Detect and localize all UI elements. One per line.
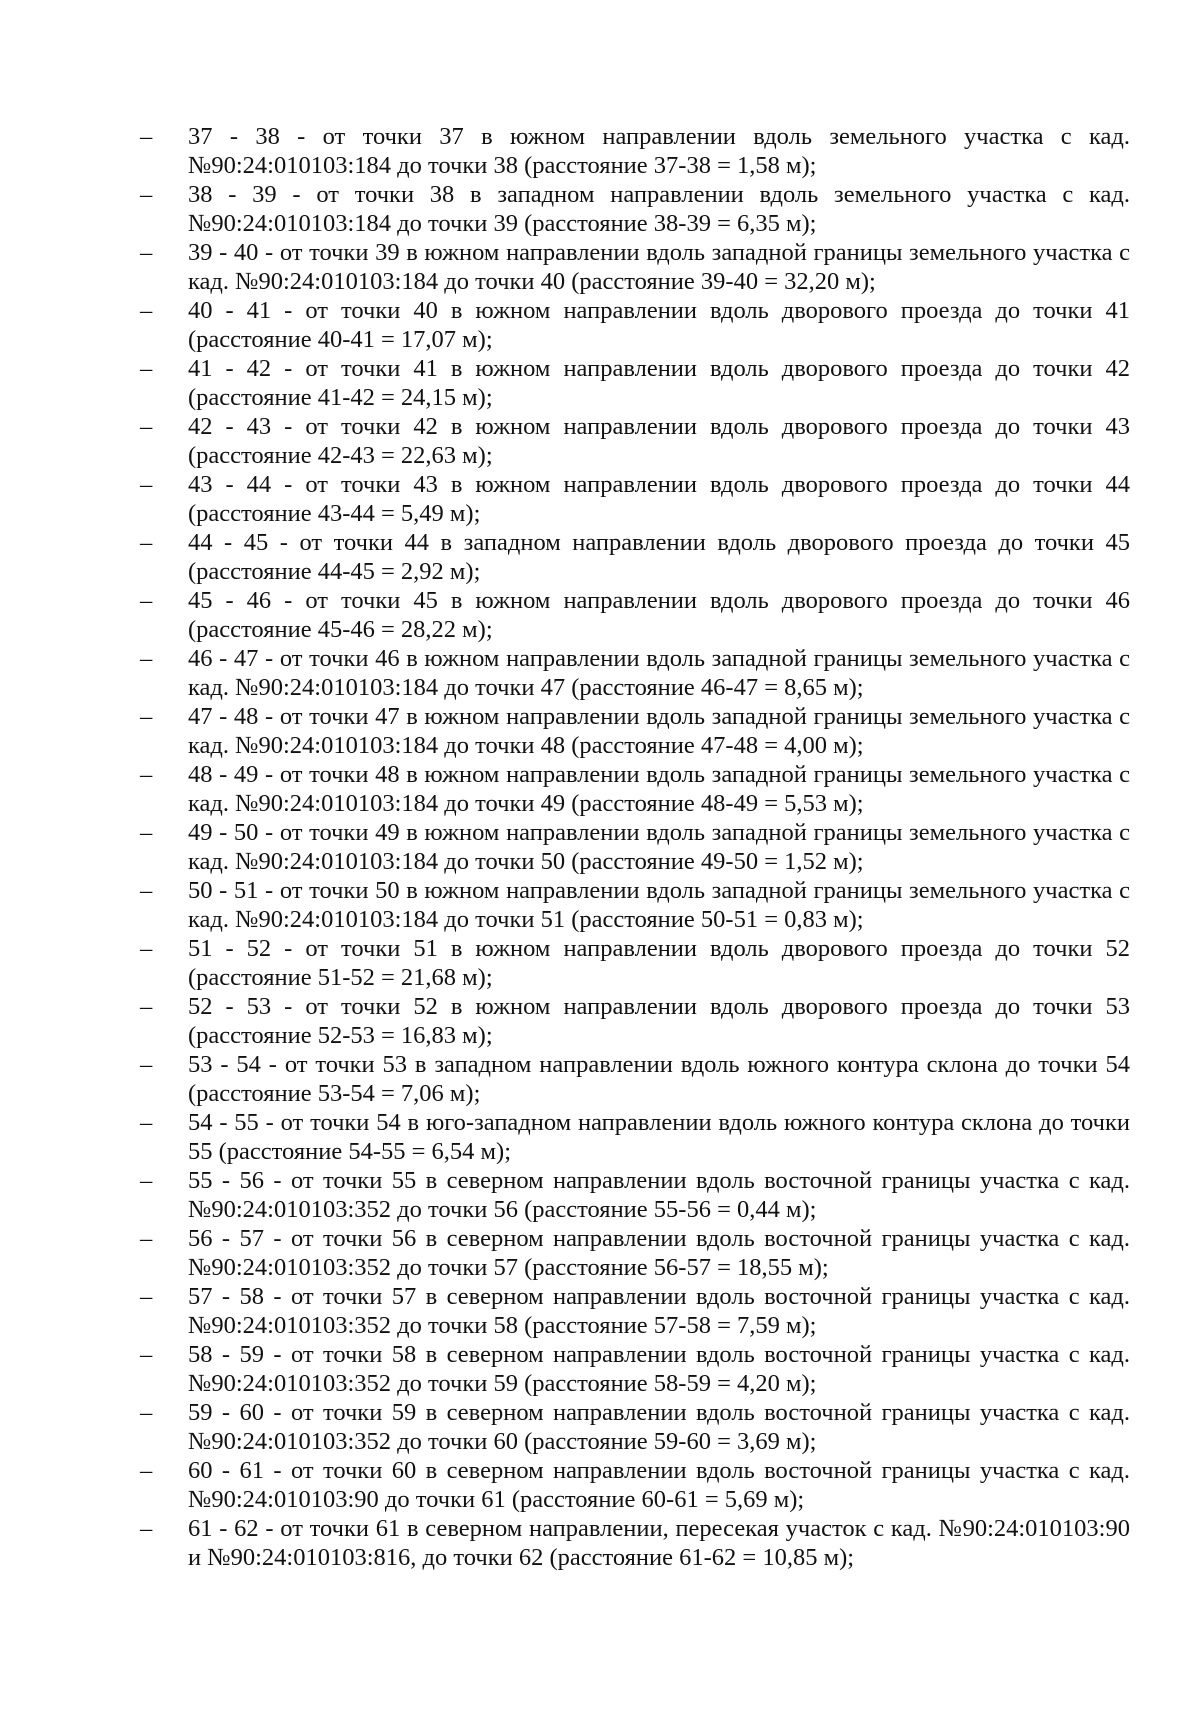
list-item bbox=[140, 1340, 1130, 1398]
bullet-dash: – bbox=[140, 529, 153, 556]
segment-description: 51 - 52 - от точки 51 в южном направлении вдоль дворового проезда до точки 52 (расстояние 51-52 = 21,68 м); bbox=[188, 935, 1130, 991]
segment-description: 58 - 59 - от точки 58 в северном направлении вдоль восточной границы участка с кад. №90:24:010103:352 до точки 59 (расстояние 58-59 = 4,20 м); bbox=[188, 1341, 1130, 1397]
bullet-dash: – bbox=[140, 1051, 153, 1078]
segment-description: 57 - 58 - от точки 57 в северном направлении вдоль восточной границы участка с кад. №90:24:010103:352 до точки 58 (расстояние 57-58 = 7,59 м); bbox=[188, 1283, 1130, 1339]
list-item bbox=[140, 1050, 1130, 1108]
segment-description: 60 - 61 - от точки 60 в северном направлении вдоль восточной границы участка с кад. №90:24:010103:90 до точки 61 (расстояние 60-61 = 5,69 м); bbox=[188, 1457, 1130, 1513]
bullet-dash: – bbox=[140, 1167, 153, 1194]
list-item bbox=[140, 992, 1130, 1050]
list-item bbox=[140, 296, 1130, 354]
segment-description: 56 - 57 - от точки 56 в северном направлении вдоль восточной границы участка с кад. №90:24:010103:352 до точки 57 (расстояние 56-57 = 18,55 м); bbox=[188, 1225, 1130, 1281]
segment-description: 48 - 49 - от точки 48 в южном направлении вдоль западной границы земельного участка с кад. №90:24:010103:184 до точки 49 (расстояние 48-49 = 5,53 м); bbox=[188, 761, 1130, 817]
bullet-dash: – bbox=[140, 297, 153, 324]
list-item bbox=[140, 586, 1130, 644]
segment-description: 61 - 62 - от точки 61 в северном направлении, пересекая участок с кад. №90:24:010103:90 и №90:24:010103:816, до точки 62 (расстояние 61-62 = 10,85 м); bbox=[188, 1515, 1130, 1571]
list-item bbox=[140, 1282, 1130, 1340]
list-item bbox=[140, 644, 1130, 702]
bullet-dash: – bbox=[140, 877, 153, 904]
bullet-dash: – bbox=[140, 1109, 153, 1136]
list-item bbox=[140, 528, 1130, 586]
bullet-dash: – bbox=[140, 1399, 153, 1426]
segment-description: 47 - 48 - от точки 47 в южном направлении вдоль западной границы земельного участка с кад. №90:24:010103:184 до точки 48 (расстояние 47-48 = 4,00 м); bbox=[188, 703, 1130, 759]
bullet-dash: – bbox=[140, 471, 153, 498]
segment-description: 55 - 56 - от точки 55 в северном направлении вдоль восточной границы участка с кад. №90:24:010103:352 до точки 56 (расстояние 55-56 = 0,44 м); bbox=[188, 1167, 1130, 1223]
list-item bbox=[140, 934, 1130, 992]
bullet-dash: – bbox=[140, 1225, 153, 1252]
segment-description: 45 - 46 - от точки 45 в южном направлении вдоль дворового проезда до точки 46 (расстояние 45-46 = 28,22 м); bbox=[188, 587, 1130, 643]
segment-description: 46 - 47 - от точки 46 в южном направлении вдоль западной границы земельного участка с кад. №90:24:010103:184 до точки 47 (расстояние 46-47 = 8,65 м); bbox=[188, 645, 1130, 701]
segment-description: 44 - 45 - от точки 44 в западном направлении вдоль дворового проезда до точки 45 (расстояние 44-45 = 2,92 м); bbox=[188, 529, 1130, 585]
segment-description: 49 - 50 - от точки 49 в южном направлении вдоль западной границы земельного участка с кад. №90:24:010103:184 до точки 50 (расстояние 49-50 = 1,52 м); bbox=[188, 819, 1130, 875]
list-item bbox=[140, 1166, 1130, 1224]
segment-description: 38 - 39 - от точки 38 в западном направлении вдоль земельного участка с кад. №90:24:010103:184 до точки 39 (расстояние 38-39 = 6,35 м); bbox=[188, 181, 1130, 237]
list-item bbox=[140, 122, 1130, 180]
list-item bbox=[140, 876, 1130, 934]
bullet-dash: – bbox=[140, 1457, 153, 1484]
list-item bbox=[140, 1398, 1130, 1456]
segment-description: 43 - 44 - от точки 43 в южном направлении вдоль дворового проезда до точки 44 (расстояние 43-44 = 5,49 м); bbox=[188, 471, 1130, 527]
bullet-dash: – bbox=[140, 703, 153, 730]
segment-description: 42 - 43 - от точки 42 в южном направлении вдоль дворового проезда до точки 43 (расстояние 42-43 = 22,63 м); bbox=[188, 413, 1130, 469]
bullet-dash: – bbox=[140, 1283, 153, 1310]
bullet-dash: – bbox=[140, 993, 153, 1020]
list-item bbox=[140, 180, 1130, 238]
boundary-segment-list bbox=[140, 122, 1130, 1572]
list-item bbox=[140, 760, 1130, 818]
bullet-dash: – bbox=[140, 1341, 153, 1368]
list-item bbox=[140, 702, 1130, 760]
segment-description: 41 - 42 - от точки 41 в южном направлении вдоль дворового проезда до точки 42 (расстояние 41-42 = 24,15 м); bbox=[188, 355, 1130, 411]
segment-description: 37 - 38 - от точки 37 в южном направлении вдоль земельного участка с кад. №90:24:010103:184 до точки 38 (расстояние 37-38 = 1,58 м); bbox=[188, 123, 1130, 179]
bullet-dash: – bbox=[140, 761, 153, 788]
list-item bbox=[140, 1224, 1130, 1282]
bullet-dash: – bbox=[140, 1515, 153, 1542]
segment-description: 40 - 41 - от точки 40 в южном направлении вдоль дворового проезда до точки 41 (расстояние 40-41 = 17,07 м); bbox=[188, 297, 1130, 353]
bullet-dash: – bbox=[140, 355, 153, 382]
bullet-dash: – bbox=[140, 413, 153, 440]
bullet-dash: – bbox=[140, 123, 153, 150]
list-item bbox=[140, 1108, 1130, 1166]
segment-description: 39 - 40 - от точки 39 в южном направлении вдоль западной границы земельного участка с кад. №90:24:010103:184 до точки 40 (расстояние 39-40 = 32,20 м); bbox=[188, 239, 1130, 295]
bullet-dash: – bbox=[140, 645, 153, 672]
list-item bbox=[140, 1456, 1130, 1514]
list-item bbox=[140, 818, 1130, 876]
bullet-dash: – bbox=[140, 935, 153, 962]
list-item bbox=[140, 354, 1130, 412]
bullet-dash: – bbox=[140, 181, 153, 208]
bullet-dash: – bbox=[140, 819, 153, 846]
segment-description: 52 - 53 - от точки 52 в южном направлении вдоль дворового проезда до точки 53 (расстояние 52-53 = 16,83 м); bbox=[188, 993, 1130, 1049]
bullet-dash: – bbox=[140, 239, 153, 266]
segment-description: 54 - 55 - от точки 54 в юго-западном направлении вдоль южного контура склона до точки 55 (расстояние 54-55 = 6,54 м); bbox=[188, 1109, 1130, 1165]
bullet-dash: – bbox=[140, 587, 153, 614]
segment-description: 53 - 54 - от точки 53 в западном направлении вдоль южного контура склона до точки 54 (расстояние 53-54 = 7,06 м); bbox=[188, 1051, 1130, 1107]
list-item bbox=[140, 238, 1130, 296]
list-item bbox=[140, 1514, 1130, 1572]
list-item bbox=[140, 470, 1130, 528]
segment-description: 50 - 51 - от точки 50 в южном направлении вдоль западной границы земельного участка с кад. №90:24:010103:184 до точки 51 (расстояние 50-51 = 0,83 м); bbox=[188, 877, 1130, 933]
list-item bbox=[140, 412, 1130, 470]
segment-description: 59 - 60 - от точки 59 в северном направлении вдоль восточной границы участка с кад. №90:24:010103:352 до точки 60 (расстояние 59-60 = 3,69 м); bbox=[188, 1399, 1130, 1455]
